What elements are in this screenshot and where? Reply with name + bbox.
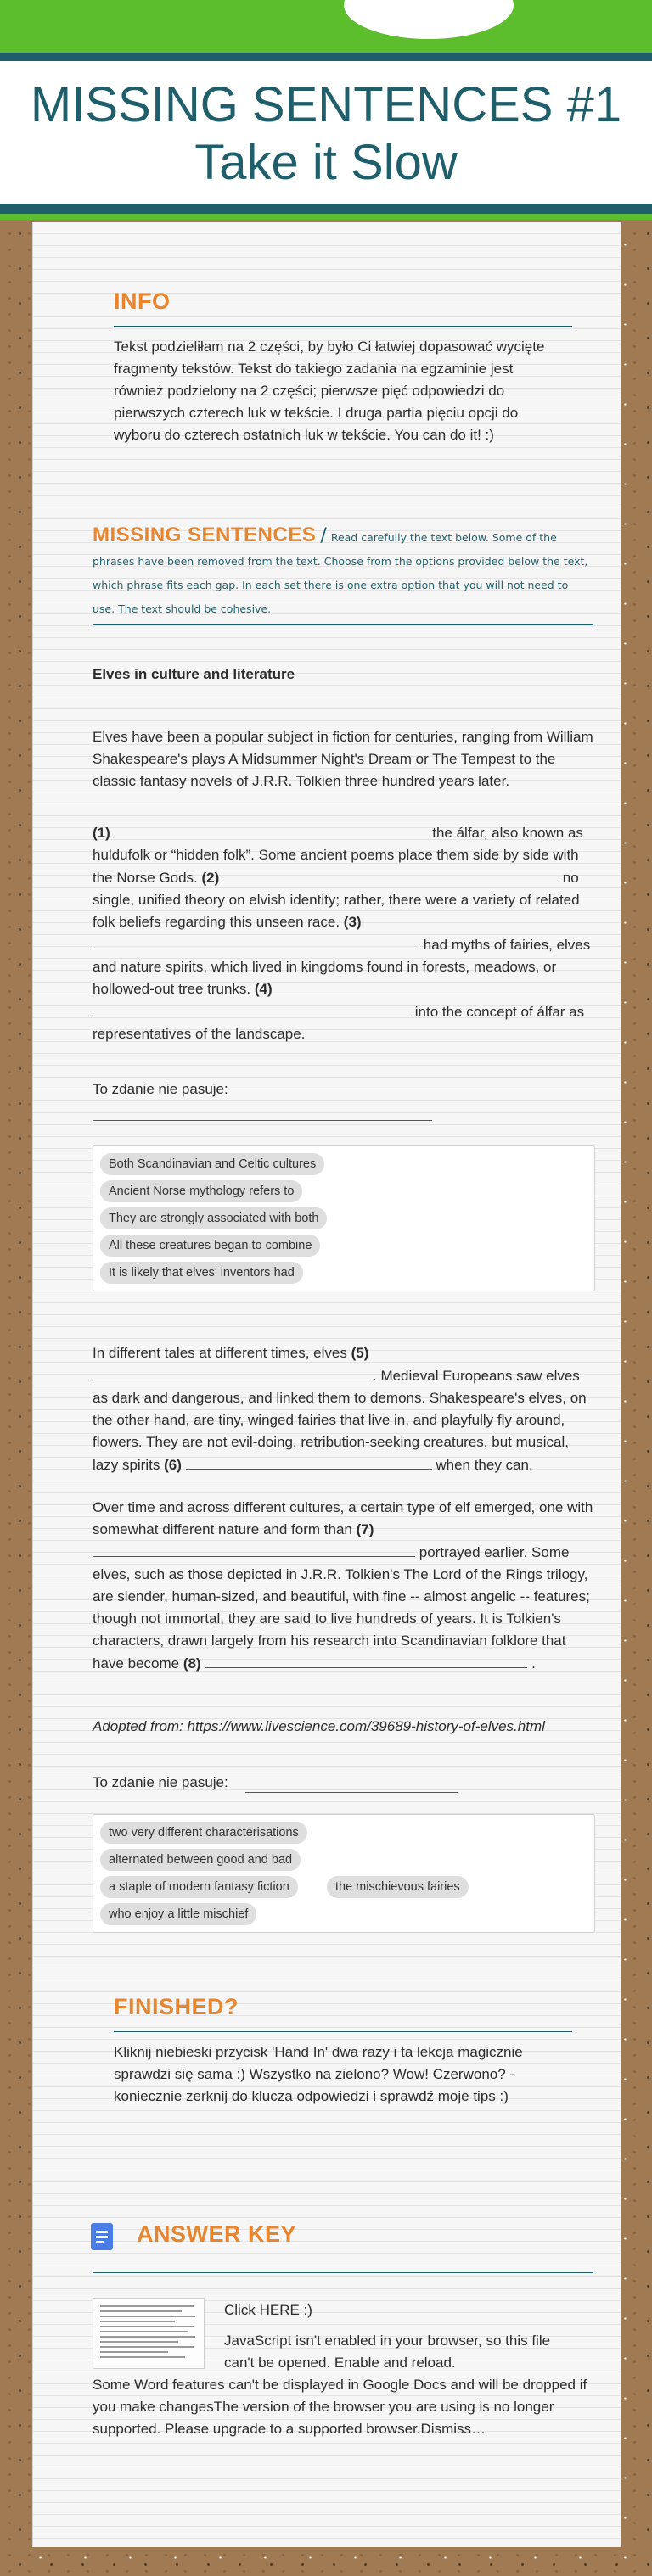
option-chip[interactable]: alternated between good and bad: [100, 1849, 301, 1871]
gap-number-2: (2): [201, 870, 220, 886]
gap-number-5: (5): [351, 1345, 369, 1361]
gap-2-input[interactable]: [223, 866, 559, 882]
bottom-green-band: [0, 214, 652, 220]
not-fit-label-2: To zdanie nie pasuje:: [93, 1774, 228, 1790]
gap-8-input[interactable]: [205, 1652, 527, 1668]
google-docs-icon: [91, 2223, 113, 2250]
options-box-2: [93, 1814, 595, 1933]
missing-instructions: Read carefully the text below. Some of the phrases have been removed from the text. Choose from the options provided below the text, which phrase fits each gap. In each set there is one extra option that you will not need to use. The text should be cohesive.: [93, 531, 588, 615]
p1-text-4: into the concept of álfar as representatives of the landscape.: [93, 1004, 585, 1042]
lesson-paper: [32, 222, 621, 2547]
option-chip[interactable]: All these creatures began to combine: [100, 1235, 320, 1257]
gap-number-4: (4): [254, 981, 273, 997]
paragraph-part-2: [93, 1342, 593, 1476]
gap-number-3: (3): [343, 914, 362, 930]
gap-6-input[interactable]: [186, 1453, 432, 1470]
answer-key-heading: ANSWER KEY: [137, 2221, 297, 2247]
bottom-teal-band: [0, 204, 652, 214]
not-fit-input-2[interactable]: [245, 1777, 458, 1793]
missing-heading: MISSING SENTENCES: [93, 524, 317, 546]
options-box-1: [93, 1145, 595, 1291]
browser-warning: Some Word features can't be displayed in Google Docs and will be dropped if you make changesThe version of the browser you are using is no longer supported. Please upgrade to a supported browser.Dismiss…: [93, 2377, 587, 2437]
p2-text-5: . Medieval Europeans saw elves as dark and dangerous, and linked them to demons. Shakespeare's elves, on the other hand, are tiny, winged fairies that live in, and playfully fly around, flowers. They are not evil-doing, retribution-seeking creatures, but musical, lazy spirits: [93, 1368, 587, 1473]
option-chip[interactable]: a staple of modern fantasy fiction: [100, 1876, 298, 1898]
option-chip[interactable]: two very different characterisations: [100, 1822, 307, 1844]
click-label: Click: [224, 2302, 256, 2318]
source-note: Adopted from: https://www.livescience.com/39689-history-of-elves.html: [93, 1718, 545, 1734]
option-chip[interactable]: It is likely that elves' inventors had: [100, 1262, 303, 1284]
missing-sentences-header: [93, 524, 593, 620]
p3-text-0: Over time and across different cultures, a certain type of elf emerged, one with somewhat different nature and form than: [93, 1499, 593, 1537]
page-title: [0, 61, 652, 192]
gap-5-input[interactable]: [93, 1364, 373, 1380]
title-line-2: Take it Slow: [194, 135, 458, 190]
gap-number-6: (6): [164, 1457, 182, 1473]
info-heading: INFO: [114, 288, 171, 314]
paragraph-part-3: [93, 1497, 593, 1675]
gap-1-input[interactable]: [115, 821, 429, 837]
finished-rule: [114, 2031, 572, 2032]
gap-number-1: (1): [93, 825, 110, 841]
heading-slash: /: [320, 525, 327, 546]
top-teal-band: [0, 53, 652, 61]
title-line-1: MISSING SENTENCES #1: [30, 77, 622, 132]
finished-heading: FINISHED?: [114, 1994, 239, 2019]
gap-4-input[interactable]: [93, 1000, 411, 1016]
not-fit-input-1[interactable]: [93, 1105, 432, 1121]
option-chip[interactable]: They are strongly associated with both: [100, 1207, 327, 1229]
info-text: Tekst podzieliłam na 2 części, by było Ci łatwiej dopasować wycięte fragmenty tekstów. Tekst do takiego zadania na egzaminie jest również podzielony na 2 części; pierwsze pięć odpowiedzi do pierwszych czterech luk w tekście. I druga partia pięciu opcji do wyboru do czterech ostatnich luk w tekście. You can do it! :): [114, 339, 545, 443]
option-chip[interactable]: who enjoy a little mischief: [100, 1903, 256, 1925]
option-chip[interactable]: Ancient Norse mythology refers to: [100, 1180, 302, 1202]
option-chip[interactable]: Both Scandinavian and Celtic cultures: [100, 1153, 324, 1175]
option-chip[interactable]: the mischievous fairies: [327, 1876, 469, 1898]
p3-text-7: portrayed earlier. Some elves, such as those depicted in J.R.R. Tolkien's The Lord of the Rings trilogy, are slender, human-sized, and beautiful, with fine -- almost angelic -- features; though not immortal, they are said to live hundreds of years. It is Tolkien's characters, drawn largely from his research into Scandinavian folklore that have become: [93, 1544, 590, 1672]
p3-text-8: .: [531, 1655, 536, 1672]
gap-number-8: (8): [183, 1655, 201, 1672]
p1-text-2: no single, unified theory on elvish identity; rather, there were a variety of related folk beliefs regarding this unseen race.: [93, 870, 580, 930]
answer-key-thumbnail[interactable]: [93, 2298, 205, 2369]
top-green-band: [0, 0, 652, 53]
title-banner: [0, 61, 652, 204]
p1-text-1: the álfar, also known as huldufolk or “hidden folk”. Some ancient poems place them side by side with the Norse Gods.: [93, 825, 583, 886]
article-intro: Elves have been a popular subject in fiction for centuries, ranging from William Shakespeare's plays A Midsummer Night's Dream or The Tempest to the classic fantasy novels of J.R.R. Tolkien three hundred years later.: [93, 729, 593, 789]
answer-key-rule: [93, 2272, 593, 2273]
article-title: Elves in culture and literature: [93, 666, 295, 682]
not-fit-label-1: To zdanie nie pasuje:: [93, 1081, 228, 1097]
paragraph-part-1: [93, 821, 593, 1045]
p2-text-0: In different tales at different times, elves: [93, 1345, 347, 1361]
info-rule: [114, 326, 572, 327]
finished-text: Kliknij niebieski przycisk 'Hand In' dwa razy i ta lekcja magicznie sprawdzi się sama :) Wszystko na zielono? Wow! Czerwono? - koniecznie zerknij do klucza odpowiedzi i sprawdź moje tips :): [114, 2044, 523, 2104]
smile-text: :): [303, 2302, 312, 2318]
answer-key-link[interactable]: HERE: [259, 2302, 300, 2318]
gap-7-input[interactable]: [93, 1541, 415, 1557]
gap-3-input[interactable]: [93, 933, 419, 949]
answer-key-click-line: [224, 2299, 312, 2321]
missing-rule: [93, 624, 593, 625]
js-warning: JavaScript isn't enabled in your browser, so this file can't be opened. Enable and reload.: [224, 2332, 551, 2371]
p1-text-3: had myths of fairies, elves and nature spirits, which lived in kingdoms found in forests, meadows, or hollowed-out tree trunks.: [93, 937, 591, 997]
p2-text-6: when they can.: [436, 1457, 533, 1473]
gap-number-7: (7): [356, 1521, 374, 1537]
